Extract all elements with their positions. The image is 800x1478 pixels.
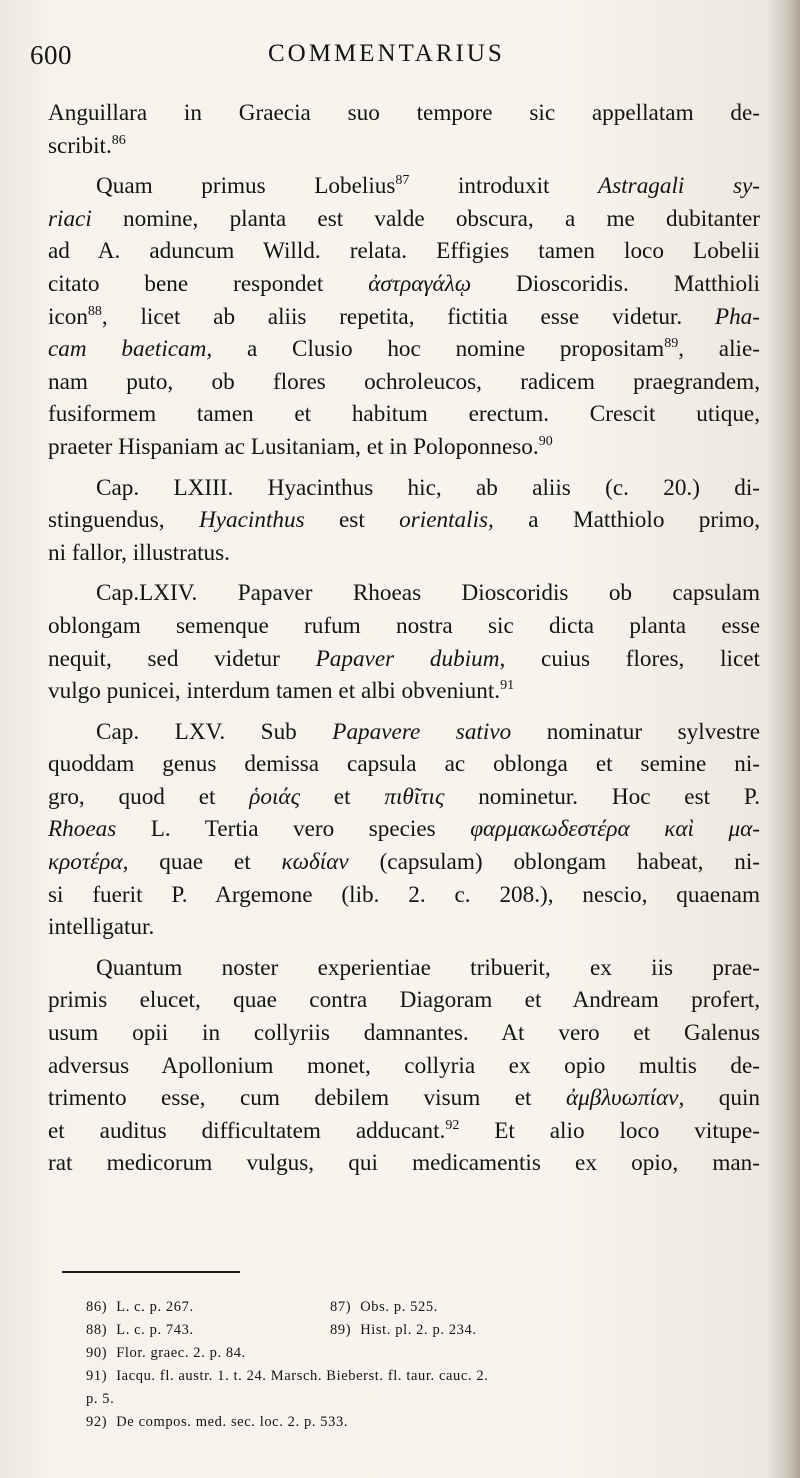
text-line: fusiformem tamen et habitum erectum. Crescit utique, <box>48 401 760 428</box>
text-span: et <box>300 783 385 810</box>
footnotes <box>86 1296 766 1434</box>
text-line <box>48 268 760 301</box>
paragraph-6 <box>48 952 760 1180</box>
text-line <box>48 170 760 203</box>
text-span: citato bene respondet <box>48 270 369 297</box>
footnote-86 <box>86 1296 330 1319</box>
footnote-row <box>86 1319 766 1342</box>
greek-span: φαρμακωδεστέρα καὶ μα- <box>470 816 761 843</box>
text-line <box>48 301 760 334</box>
text-line: primis elucet, quae contra Diagoram et Andream profert, <box>48 987 760 1014</box>
text-line: quoddam genus demissa capsula ac oblonga et semine ni- <box>48 751 760 778</box>
greek-span: ῥοιάς <box>249 783 300 810</box>
greek-span: ἀμβλυωπίαν, <box>565 1085 685 1112</box>
text-line <box>48 846 760 879</box>
text-span: Dioscoridis. Matthioli <box>471 270 760 297</box>
text-line <box>48 203 760 236</box>
text-line: nam puto, ob flores ochroleucos, radicem praegrandem, <box>48 368 760 395</box>
italic-span: Hyacinthus <box>198 507 305 534</box>
footnote-ref: 89 <box>664 336 679 352</box>
text-span: L. Tertia vero species <box>116 816 471 843</box>
footnote-87 <box>330 1296 438 1319</box>
text-line: intelligatur. <box>48 914 155 941</box>
footnote-text: Iacqu. fl. austr. 1. t. 24. Marsch. Bieberst. fl. taur. cauc. 2. <box>116 1368 489 1384</box>
page-number: 600 <box>30 40 72 70</box>
text-line <box>48 333 760 366</box>
text-line: adversus Apollonium monet, collyria ex opio multis de- <box>48 1052 760 1079</box>
text-span: (capsulam) oblongam habeat, ni- <box>348 849 760 876</box>
text-span: Et alio loco vitupe- <box>459 1117 760 1144</box>
footnote-92 <box>86 1411 766 1434</box>
text-line <box>48 1082 760 1115</box>
footnote-90 <box>86 1342 766 1365</box>
italic-span: riaci <box>48 205 92 232</box>
italic-span: cam baeticam, <box>48 336 213 363</box>
text-span: gro, quod et <box>48 783 250 810</box>
text-line: Anguillara in Graecia suo tempore sic appellatam de- <box>48 100 760 126</box>
footnote-ref: 91 <box>500 678 515 694</box>
text-span: nomine, planta est valde obscura, a me dubitanter <box>91 205 760 232</box>
italic-span: Pha- <box>714 303 760 330</box>
text-line <box>48 130 760 163</box>
italic-span: Papavere sativo <box>332 718 512 745</box>
footnote-ref: 92 <box>445 1117 460 1133</box>
footnote-number: 87) <box>330 1299 352 1315</box>
footnote-text: L. c. p. 743. <box>116 1322 194 1338</box>
page-edge-shadow <box>766 0 800 1478</box>
footnote-text: p. 5. <box>86 1391 115 1407</box>
text-line <box>48 716 760 749</box>
italic-span: Papaver dubium, <box>315 645 506 672</box>
footnote-ref: 90 <box>538 433 553 449</box>
text-line <box>48 781 760 814</box>
paragraph-5 <box>48 716 760 944</box>
text-line: usum opii in collyriis damnantes. At vero et Galenus <box>48 1020 760 1047</box>
text-span: Cap. LXV. Sub <box>96 718 333 745</box>
text-line: oblongam semenque rufum nostra sic dicta planta esse <box>48 612 760 639</box>
footnote-ref: 88 <box>87 303 102 319</box>
text-span: nequit, sed videtur <box>48 645 316 672</box>
text-span: vulgo punicei, interdum tamen et albi obveniunt. <box>48 678 501 705</box>
running-title: COMMENTARIUS <box>268 40 505 67</box>
italic-span: orientalis, <box>399 507 494 534</box>
text-span: quae et <box>128 849 282 876</box>
greek-span: κωδίαν <box>281 849 349 876</box>
paragraph-1 <box>48 97 760 162</box>
text-span: icon <box>48 303 88 330</box>
footnote-text: Hist. pl. 2. p. 234. <box>360 1322 477 1338</box>
italic-span: Astragali sy- <box>598 173 760 200</box>
text-span: a Clusio hoc nomine propositam <box>212 336 665 363</box>
text-span: praeter Hispaniam ac Lusitaniam, et in Poloponneso. <box>48 433 539 460</box>
text-line: ad A. aduncum Willd. relata. Effigies tamen loco Lobelii <box>48 238 760 265</box>
text-line <box>48 1115 760 1148</box>
footnote-text: De compos. med. sec. loc. 2. p. 533. <box>116 1414 349 1430</box>
text-line <box>48 675 760 708</box>
text-span: , licet ab aliis repetita, fictitia esse videtur. <box>101 303 715 330</box>
italic-span: Rhoeas <box>48 816 117 843</box>
text-span: est <box>304 507 400 534</box>
page-header <box>30 40 760 80</box>
footnote-row <box>86 1296 766 1319</box>
text-line: si fuerit P. Argemone (lib. 2. c. 208.), nescio, quaenam <box>48 881 760 908</box>
text-line <box>48 431 760 464</box>
text-span: stinguendus, <box>48 507 199 534</box>
footnote-89 <box>330 1319 477 1342</box>
footnote-number: 86) <box>86 1299 108 1315</box>
text-line: Cap. LXIII. Hyacinthus hic, ab aliis (c. 20.) di- <box>96 474 760 501</box>
footnote-rule <box>62 1271 240 1273</box>
footnote-number: 89) <box>330 1322 352 1338</box>
body-text <box>48 97 760 1180</box>
text-span: a Matthiolo primo, <box>493 507 760 534</box>
footnote-number: 88) <box>86 1322 108 1338</box>
text-span: nominetur. Hoc est P. <box>444 783 760 810</box>
footnote-88 <box>86 1319 330 1342</box>
text-span: scribit. <box>48 132 112 159</box>
footnote-text: Flor. graec. 2. p. 84. <box>116 1345 246 1361</box>
text-span: Quam primus Lobelius <box>96 173 396 200</box>
footnote-number: 90) <box>86 1345 108 1361</box>
text-line <box>48 813 760 846</box>
text-line: ni fallor, illustratus. <box>48 539 230 566</box>
text-span: trimento esse, cum debilem visum et <box>48 1085 566 1112</box>
greek-span: πιθῖτις <box>384 783 445 810</box>
footnote-91-continuation <box>86 1388 766 1411</box>
text-line: Quantum noster experientiae tribuerit, ex iis prae- <box>96 954 760 981</box>
text-span: cuius flores, licet <box>505 645 760 672</box>
text-line: rat medicorum vulgus, qui medicamentis ex opio, man- <box>48 1150 760 1177</box>
footnote-ref: 86 <box>111 132 126 148</box>
text-span: quin <box>684 1085 760 1112</box>
text-line <box>48 504 760 537</box>
footnote-text: L. c. p. 267. <box>116 1299 194 1315</box>
text-span: introduxit <box>409 173 599 200</box>
text-span: , alie- <box>678 336 760 363</box>
footnote-91 <box>86 1365 766 1388</box>
footnote-text: Obs. p. 525. <box>360 1299 438 1315</box>
footnote-number: 92) <box>86 1414 108 1430</box>
greek-span: κροτέρα, <box>48 849 129 876</box>
text-line <box>48 643 760 676</box>
paragraph-2 <box>48 170 760 463</box>
text-line: Cap.LXIV. Papaver Rhoeas Dioscoridis ob capsulam <box>96 580 760 607</box>
greek-span: ἀστραγάλῳ <box>368 270 472 297</box>
footnote-ref: 87 <box>395 173 410 189</box>
text-span: nominatur sylvestre <box>511 718 760 745</box>
footnote-number: 91) <box>86 1368 108 1384</box>
paragraph-3 <box>48 472 760 570</box>
paragraph-4 <box>48 577 760 707</box>
text-span: et auditus difficultatem adducant. <box>48 1117 446 1144</box>
